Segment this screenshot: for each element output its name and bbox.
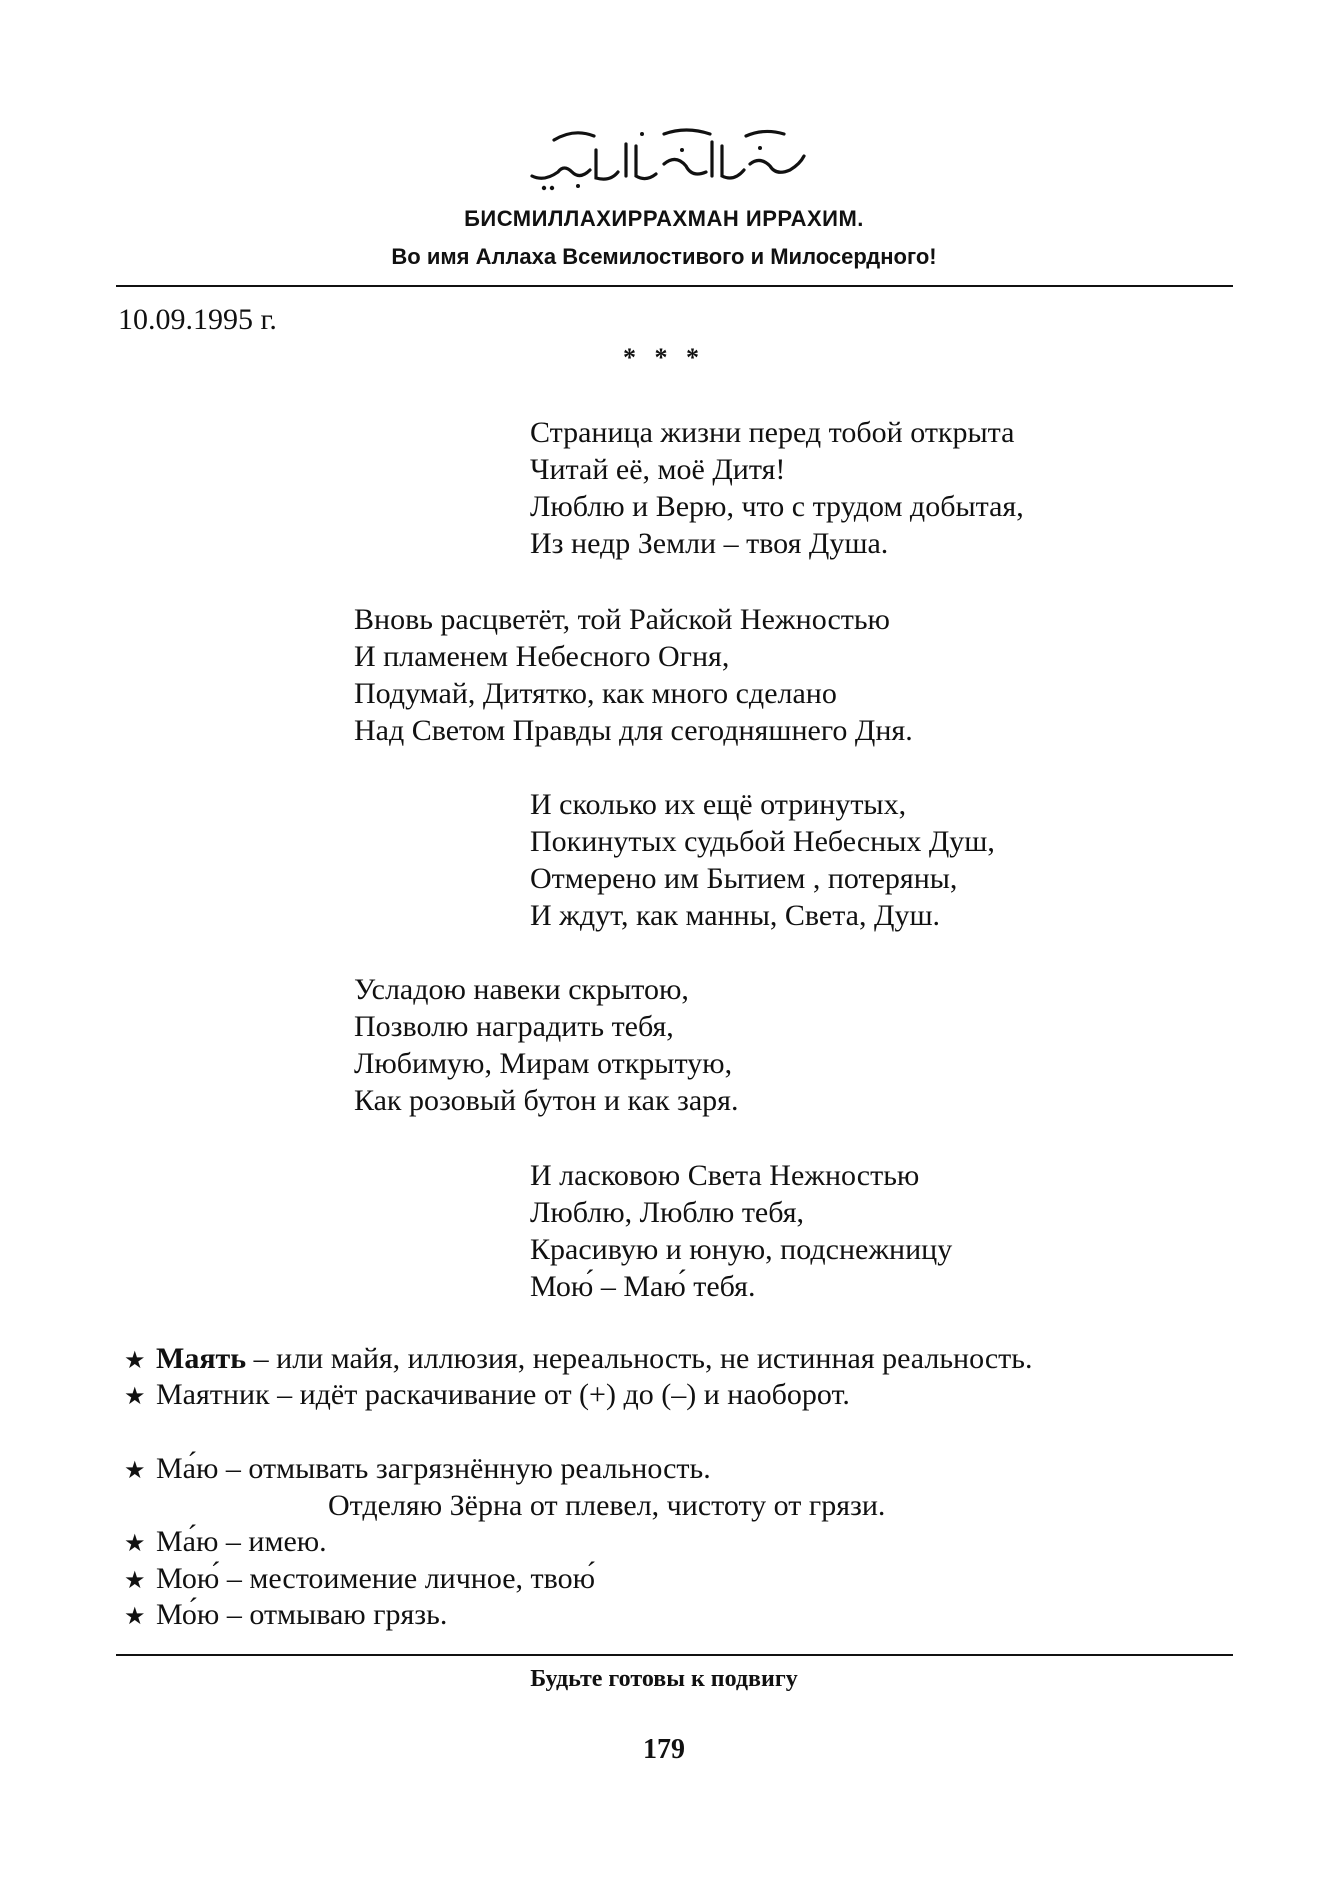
running-footer: Будьте готовы к подвигу	[530, 1666, 798, 1692]
page-number: 179	[643, 1734, 685, 1765]
footnote-continuation	[328, 1489, 885, 1523]
poem-stanza-2	[354, 601, 913, 749]
basmala-calligraphy	[0, 120, 1328, 194]
poem-line: Страница жизни перед тобой открыта	[530, 416, 1015, 449]
footnote-text: – или майя, иллюзия, нереальность, не истинная реальность.	[246, 1342, 1033, 1375]
poem-line: Мою́ – Маю́ тебя.	[530, 1270, 756, 1303]
poem-line: Вновь расцветёт, той Райской Нежностью	[354, 603, 890, 636]
poem-line: И ласковою Света Нежностью	[530, 1159, 920, 1192]
poem-line: Из недр Земли – твоя Душа.	[530, 527, 889, 560]
poem-line: Отмерено им Бытием , потеряны,	[530, 862, 958, 895]
footnote-text: Ма́ю – отмывать загрязнённую реальность.	[156, 1452, 711, 1485]
poem-line: И сколько их ещё отринутых,	[530, 788, 907, 821]
poem-line: Над Светом Правды для сегодняшнего Дня.	[354, 714, 913, 747]
poem-line: Читай её, моё Дитя!	[530, 453, 786, 486]
poem-line: Люблю и Верю, что с трудом добытая,	[530, 490, 1024, 523]
date: 10.09.1995 г.	[118, 303, 277, 336]
poem-line: Подумай, Дитятко, как много сделано	[354, 677, 837, 710]
footnote-text: Мо́ю – отмываю грязь.	[156, 1598, 448, 1631]
star-bullet-icon: ★	[124, 1348, 146, 1374]
poem-stanza-3	[530, 786, 995, 934]
poem-line: Красивую и юную, подснежницу	[530, 1233, 953, 1266]
header-title: БИСМИЛЛАХИРРАХМАН ИРРАХИМ.	[464, 206, 864, 231]
poem-line: Покинутых судьбой Небесных Душ,	[530, 825, 995, 858]
star-bullet-icon: ★	[124, 1384, 146, 1410]
star-bullet-icon: ★	[124, 1531, 146, 1557]
poem-line: И пламенем Небесного Огня,	[354, 640, 730, 673]
footnote	[124, 1598, 447, 1632]
header-divider	[116, 285, 1233, 287]
footnote	[124, 1525, 327, 1559]
poem-stanza-1	[530, 414, 1024, 562]
poem-stanza-4	[354, 971, 738, 1119]
footnote	[124, 1342, 1032, 1376]
footnote-text: Отделяю Зёрна от плевел, чистоту от грязи.	[328, 1489, 886, 1522]
poem-line: Люблю, Люблю тебя,	[530, 1196, 805, 1229]
header-subtitle: Во имя Аллаха Всемилостивого и Милосердного!	[391, 244, 937, 269]
footnote	[124, 1452, 711, 1486]
footnote-text: Ма́ю – имею.	[156, 1525, 327, 1558]
poem-line: Усладою навеки скрытою,	[354, 973, 689, 1006]
poem-stanza-5	[530, 1157, 952, 1305]
star-bullet-icon: ★	[124, 1568, 146, 1594]
poem-line: Позволю наградить тебя,	[354, 1010, 674, 1043]
star-bullet-icon: ★	[124, 1458, 146, 1484]
footnote-text: Маятник – идёт раскачивание от (+) до (–) и наоборот.	[156, 1378, 850, 1411]
poem-line: Любимую, Мирам открытую,	[354, 1047, 733, 1080]
footer-divider	[116, 1654, 1233, 1656]
footnote-text: Мою́ – местоимение личное, твою́	[156, 1562, 596, 1595]
poem-line: И ждут, как манны, Света, Душ.	[530, 899, 941, 932]
footnote	[124, 1562, 595, 1596]
poem-line: Как розовый бутон и как заря.	[354, 1084, 739, 1117]
section-separator: * * *	[623, 343, 705, 372]
star-bullet-icon: ★	[124, 1604, 146, 1630]
footnote-term: Маять	[156, 1342, 247, 1375]
basmala-calligraphy-icon	[514, 120, 814, 194]
footnote	[124, 1378, 850, 1412]
